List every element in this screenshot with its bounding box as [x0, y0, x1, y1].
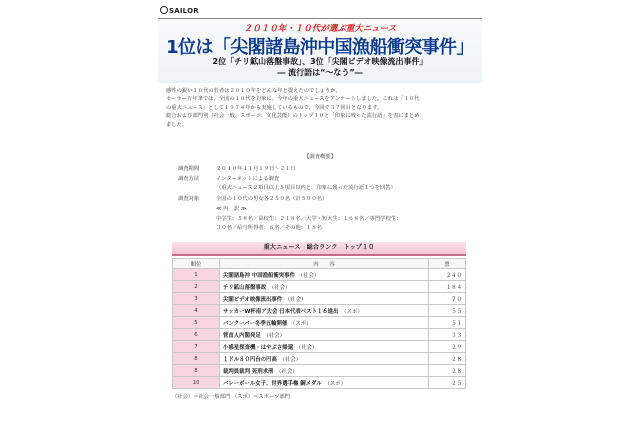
- table-row: [173, 353, 466, 365]
- votes-cell: ７０: [429, 293, 466, 305]
- table-row: [173, 329, 466, 341]
- news-content-cell: [220, 269, 429, 281]
- table-row: [173, 365, 466, 377]
- subheadline: 2位「チリ鉱山落盤事故」、3位「尖閣ビデオ映像流出事件」: [212, 57, 428, 66]
- news-category: （社会）: [271, 284, 291, 291]
- document-page: [158, 0, 482, 426]
- rank-cell: 6: [173, 329, 220, 341]
- votes-cell: ２８: [429, 353, 466, 365]
- votes-cell: ２９: [429, 341, 466, 353]
- ranking-title: 重大ニュース 総合ランク トップ１０: [172, 242, 466, 256]
- rank-cell: 8: [173, 365, 220, 377]
- news-title: チリ鉱山落盤事故: [223, 284, 267, 291]
- news-content-cell: [220, 377, 429, 389]
- survey-value: インターネットによる調査: [216, 176, 280, 182]
- table-row: [173, 377, 466, 389]
- page-headline: 1位は「尖閣諸島沖中国漁船衝突事件」: [166, 37, 474, 58]
- news-content-cell: [220, 305, 429, 317]
- votes-cell: ５１: [429, 317, 466, 329]
- news-content-cell: [220, 365, 429, 377]
- news-content-cell: [220, 329, 429, 341]
- logo-text: SAILOR: [169, 7, 199, 15]
- news-category: （社会）: [287, 296, 307, 303]
- table-row: [173, 281, 466, 293]
- news-title: 菅直人内閣発足: [223, 332, 261, 339]
- top-bar: [158, 6, 482, 19]
- survey-title: 【調査概要】: [304, 154, 336, 160]
- table-row: [173, 269, 466, 281]
- rank-cell: 8: [173, 353, 220, 365]
- survey-label: 調査方法: [178, 176, 200, 182]
- rank-cell: 3: [173, 293, 220, 305]
- news-title: 小惑星探査機・はやぶさ帰還: [223, 344, 294, 351]
- intro-line: の重大ニュース」として１９７４年から実施しているもので、今回で３７回目となります。: [166, 104, 383, 111]
- table-row: [173, 293, 466, 305]
- votes-cell: ３３: [429, 329, 466, 341]
- news-category: （社会）: [298, 344, 318, 351]
- buzzword-line: ― 流行語は“～なう”―: [277, 68, 363, 77]
- table-row: [173, 317, 466, 329]
- news-title: サッカーW杯南ア大会 日本代表ベスト１６進出: [223, 308, 339, 315]
- column-header-content: 内 容: [220, 259, 429, 269]
- survey-label: 調査対象: [178, 196, 200, 202]
- news-category: （スポ）: [292, 320, 312, 327]
- rank-cell: 1: [173, 269, 220, 281]
- intro-line: セーラー万年筆では、全国の１０代を対象に、今年の重大ニュースをアンケートしました。これは「１０代: [166, 96, 420, 103]
- ranking-body: [173, 269, 466, 389]
- votes-cell: ２５: [429, 377, 466, 389]
- column-header-rank: 順位: [173, 259, 220, 269]
- survey-label: 調査期間: [178, 166, 200, 172]
- rank-cell: 5: [173, 317, 220, 329]
- news-category: （社会）: [266, 332, 286, 339]
- rank-cell: 10: [173, 377, 220, 389]
- news-content-cell: [220, 281, 429, 293]
- column-header-votes: 票: [429, 259, 466, 269]
- table-row: [173, 305, 466, 317]
- news-content-cell: [220, 293, 429, 305]
- survey-value: ３０名／給与所得者：８名／その他：１８名: [216, 225, 322, 231]
- table-row: [173, 341, 466, 353]
- votes-cell: ５５: [429, 305, 466, 317]
- intro-line: 総合および部門別（社会一般、スポーツ、文化芸能）のトップ１０と「印象に残った流行語」を表にまとめ: [166, 113, 420, 120]
- news-title: 裁判員裁判 死刑求刑: [223, 368, 274, 375]
- survey-value: ２０１０年１１月１９日～２１日: [216, 166, 296, 172]
- rank-cell: 4: [173, 305, 220, 317]
- rank-cell: 7: [173, 341, 220, 353]
- news-content-cell: [220, 317, 429, 329]
- news-title: バレーボール女子、世界選手権 銅メダル: [223, 380, 322, 387]
- news-content-cell: [220, 341, 429, 353]
- votes-cell: ２４０: [429, 269, 466, 281]
- survey-value: 全国の１０代の男女各２５０名（計５００名）: [216, 196, 328, 202]
- table-header-row: [173, 259, 466, 269]
- survey-value: （重大ニュース２項目以上５項目以内と、印象に残った流行語１つを回答）: [216, 185, 396, 191]
- category-note: （社会）＝社会一般部門 （スポ）＝スポーツ部門: [172, 394, 291, 400]
- kicker-text: ２０１０年・１０代が選ぶ重大ニュース: [243, 24, 397, 34]
- rank-cell: 2: [173, 281, 220, 293]
- ranking-table: [172, 258, 466, 389]
- news-category: （スポ）: [343, 308, 363, 315]
- news-category: （社会）: [278, 368, 298, 375]
- news-title: １ドル８０円台の円高: [223, 356, 277, 363]
- news-title: バンクーバー冬季五輪開催: [223, 320, 288, 327]
- news-content-cell: [220, 353, 429, 365]
- news-category: （スポ）: [327, 380, 347, 387]
- news-category: （社会）: [300, 272, 320, 279]
- news-title: 尖閣ビデオ映像流出事件: [223, 296, 283, 303]
- news-category: （社会）: [282, 356, 302, 363]
- intro-line: 感性の鋭い１０代の若者は２０１０年をどんな年と捉えたのでしょうか。: [166, 88, 341, 94]
- votes-cell: ２８: [429, 365, 466, 377]
- logo-mark-icon: [160, 6, 168, 14]
- survey-value: 中学生：５８名／高校生：２１８名／大学・短大生：１６８名／専門学校生：: [216, 216, 402, 222]
- votes-cell: １８４: [429, 281, 466, 293]
- brand-logo: [160, 6, 199, 15]
- news-title: 尖閣諸島沖 中国漁船衝突事件: [223, 272, 295, 279]
- survey-value: ≪ 内 訳 ≫: [216, 206, 247, 212]
- intro-line: ました。: [166, 121, 188, 128]
- intro-paragraph: [166, 87, 482, 129]
